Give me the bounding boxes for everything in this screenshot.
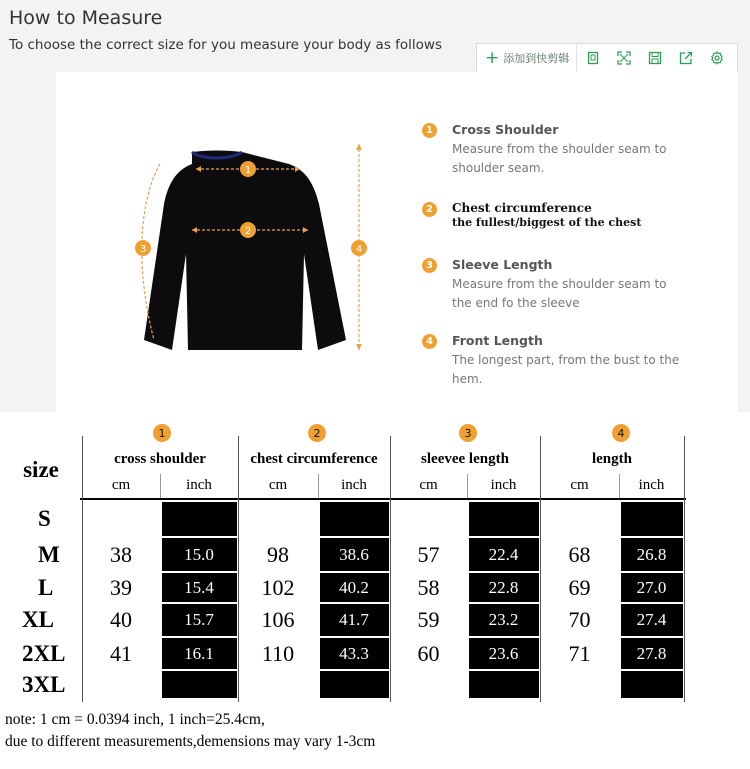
size-label-m: M: [38, 541, 60, 567]
add-to-clip-button[interactable]: [477, 44, 577, 72]
inch-value: 26.8: [636, 544, 667, 564]
legend-badge-3: 3: [422, 258, 437, 273]
legend-desc: the fullest/biggest of the chest: [452, 216, 642, 229]
column-3-badge-icon: 3: [459, 424, 477, 442]
inch-value: 22.8: [488, 577, 519, 597]
unit-divider: [619, 474, 620, 498]
inch-value: 27.8: [636, 643, 667, 663]
cm-value: 38: [110, 541, 132, 567]
inch-value: [318, 670, 390, 700]
note-variance: due to different measurements,demensions may vary 1-3cm: [5, 733, 376, 750]
tshirt-illustration: [56, 72, 376, 412]
inch-value: [619, 500, 684, 537]
copy-icon[interactable]: [577, 44, 608, 72]
unit-cm: cm: [570, 476, 589, 493]
legend-desc: Measure from the shoulder seam to the end fo the sleeve: [452, 277, 667, 310]
legend-badge-1: 1: [422, 123, 437, 138]
marker-4-label: 4: [355, 244, 363, 255]
unit-divider: [160, 474, 161, 498]
inch-value: 38.6: [339, 544, 369, 564]
cm-value: 71: [568, 640, 591, 666]
note-conversion: note: 1 cm = 0.0394 inch, 1 inch=25.4cm,: [5, 711, 265, 728]
cm-value: 59: [417, 607, 440, 632]
inch-value: [160, 670, 238, 700]
size-label-l: L: [38, 574, 54, 600]
cm-value: [82, 500, 160, 537]
cm-value: 40: [110, 607, 132, 632]
clip-toolbar: [476, 43, 738, 73]
column-title: cross shoulder: [114, 450, 206, 467]
unit-cm: cm: [111, 476, 131, 493]
fullscreen-icon[interactable]: [608, 44, 639, 72]
inch-value: [318, 500, 390, 537]
size-table: [0, 412, 750, 712]
column-title: chest circumference: [250, 450, 378, 467]
add-to-clip-label: 添加到快剪辑: [503, 52, 570, 65]
cm-value: 98: [267, 541, 289, 567]
unit-divider: [467, 474, 468, 498]
cm-value: 57: [417, 541, 440, 567]
shirt-shape: [144, 151, 346, 351]
cm-value: 60: [417, 640, 440, 666]
size-label-3xl: 3XL: [22, 672, 66, 697]
inch-value: 23.2: [488, 610, 519, 629]
page-title: How to Measure: [9, 7, 163, 29]
unit-inch: inch: [341, 476, 367, 493]
cm-value: 68: [568, 541, 591, 567]
size-label-s: S: [38, 505, 51, 531]
save-icon[interactable]: [639, 44, 670, 72]
cm-value: [82, 670, 160, 700]
cm-value: 41: [110, 640, 132, 666]
column-divider: [684, 436, 685, 702]
column-1-badge-icon: 1: [153, 424, 171, 442]
unit-cm: cm: [419, 476, 438, 493]
legend-title: Sleeve Length: [452, 257, 553, 272]
size-label-2xl: 2XL: [22, 640, 66, 666]
column-4-badge-icon: 4: [612, 424, 630, 442]
unit-inch: inch: [490, 476, 517, 493]
cm-value: [238, 670, 318, 700]
legend-title: Cross Shoulder: [452, 122, 559, 137]
legend-title: Chest circumference: [452, 201, 592, 215]
cm-value: [238, 500, 318, 537]
marker-1-label: 1: [244, 165, 252, 176]
inch-value: 15.7: [184, 610, 214, 629]
cm-value: 102: [261, 574, 295, 600]
cm-value: [540, 500, 619, 537]
inch-value: 27.0: [636, 577, 667, 597]
inch-value: 16.1: [184, 643, 214, 663]
unit-cm: cm: [268, 476, 288, 493]
size-column-header: size: [23, 457, 59, 482]
cm-value: 39: [110, 574, 132, 600]
cm-value: 69: [568, 574, 591, 600]
cm-value: [390, 500, 467, 537]
inch-value: 23.6: [488, 643, 519, 663]
inch-value: [467, 500, 540, 537]
settings-icon[interactable]: [701, 44, 732, 72]
inch-value: [619, 670, 684, 700]
column-title: sleevee length: [421, 450, 509, 467]
marker-3-label: 3: [139, 244, 147, 255]
inch-value: [467, 670, 540, 700]
legend-badge-4: 4: [422, 334, 437, 349]
inch-value: 22.4: [488, 544, 519, 564]
unit-inch: inch: [638, 476, 665, 493]
legend-desc: Measure from the shoulder seam to shoulder seam.: [452, 142, 667, 175]
legend-desc: The longest part, from the bust to the hem.: [452, 353, 680, 386]
inch-value: 15.0: [184, 544, 214, 564]
legend-badge-2: 2: [422, 202, 437, 217]
inch-value: [160, 500, 238, 537]
column-2-badge-icon: 2: [308, 424, 326, 442]
cm-value: 58: [417, 574, 440, 600]
unit-inch: inch: [186, 476, 212, 493]
inch-value: 15.4: [184, 577, 214, 597]
cm-value: 106: [261, 607, 295, 632]
column-title: length: [591, 450, 632, 467]
legend-title: Front Length: [452, 333, 543, 348]
cm-value: [390, 670, 467, 700]
plus-icon: +: [485, 47, 500, 68]
inch-value: 40.2: [339, 577, 369, 597]
inch-value: 43.3: [339, 643, 369, 663]
size-label-xl: XL: [22, 607, 54, 632]
page-subtitle: To choose the correct size for you measure your body as follows: [9, 37, 442, 53]
inch-value: 41.7: [339, 610, 369, 629]
share-icon[interactable]: [670, 44, 701, 72]
unit-divider: [318, 474, 319, 498]
cm-value: [540, 670, 619, 700]
measure-guide-panel: [56, 72, 738, 412]
inch-value: 27.4: [636, 610, 667, 629]
marker-2-label: 2: [244, 226, 252, 237]
cm-value: 70: [568, 607, 591, 632]
cm-value: 110: [261, 640, 295, 666]
